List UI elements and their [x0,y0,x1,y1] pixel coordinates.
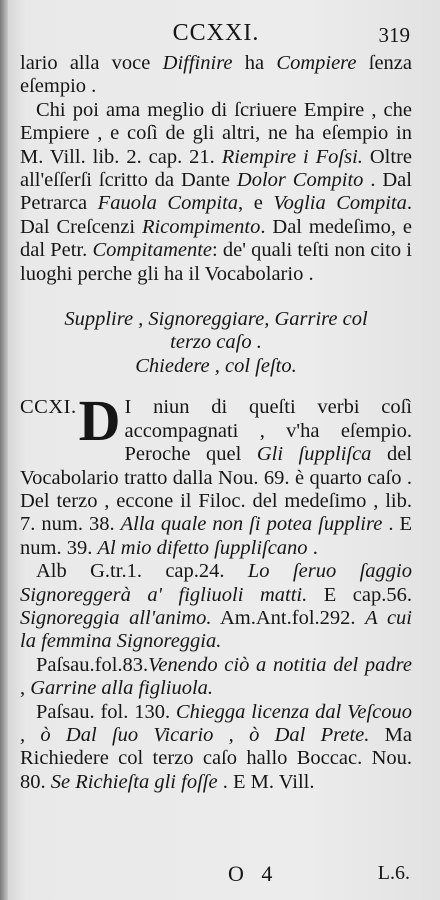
italic-quotation: Chiegga licenza dal Veſcouo , ò Dal ſuo Vicario , ò Dal Prete. [20,700,413,746]
italic-quotation: Riempire i Foſsi. [221,145,363,168]
italic-quotation: Voglia Compita [273,192,407,215]
section-body [20,388,412,560]
text-run: . Dal Creſcenzi [20,192,412,238]
text-run: Paſsau. fol. 130. [36,700,176,723]
text-run: Paſsau.fol.83. [36,653,149,676]
signature-mark: O 4 [228,861,279,886]
italic-quotation: A cui la femmina Signoreggia. [20,606,413,653]
text-run: : de' quali teſti non cito i luoghi perche gli ha il Vocabolario . [20,239,412,285]
text-run: . Dal Petrarca [20,169,412,215]
section-heading [20,308,412,378]
page-spine-shadow [0,0,8,900]
text-run: Alb G.tr.1. cap.24. [36,560,248,583]
text-run: . E M. Vill. [217,770,315,793]
text-run: lario alla voce [20,52,163,74]
section-number: CCXI. [20,396,77,419]
page-number: 319 [378,23,410,47]
catchword: L.6. [377,862,410,884]
text-run: I niun di queſti verbi coſì accompagnati , v'ha eſempio. Peroche quel [124,396,412,466]
text-run: . Dal medeſimo, e dal Petr. [20,215,412,262]
page-header [20,22,412,50]
italic-quotation: Lo ſeruo ſaggio Signoreggerà a' figliuoli matti. [20,560,412,606]
page-footer [0,862,440,888]
text-run: ſenza eſempio . [20,52,412,98]
text-run: , e [238,192,274,215]
italic-quotation: Venendo ciò a notitia del padre [148,653,412,676]
italic-quotation: Gli ſuppliſca [256,443,372,466]
paragraph-continuation [20,52,412,99]
italic-quotation: Signoreggia all'animo. [20,606,212,629]
text-run: , [20,677,31,700]
italic-quotation: Fauola Compita [97,192,239,215]
text-run: E cap.56. [307,583,412,606]
text-run: . [307,536,318,559]
text-run: . E num. 39. [20,513,412,559]
drop-cap-initial: D [78,388,121,454]
section-heading-line: Supplire , Signoreggiare, Garrire col [64,308,368,331]
italic-quotation: Garrine alla figliuola. [30,677,214,700]
italic-quotation: Al mio difetto ſuppliſcano [97,536,308,559]
section-heading-line: terzo caſo . [170,331,262,354]
running-head: CCXXI. [172,20,260,46]
text-run: Oltre all'eſſerſi ſcritto da Dante [20,145,412,192]
italic-quotation: Compitamente [92,239,213,262]
italic-quotation: Dolor Compito [236,169,364,192]
italic-quotation: Diffinire [162,52,233,74]
italic-quotation: Ricompimento [141,215,261,238]
text-run: ha [232,52,277,74]
text-run: Ma Richiedere col terzo caſo hallo Boccac. Nou. 80. [20,723,413,793]
paragraph-garrire [20,654,412,701]
text-run: Am.Ant.fol.292. [211,606,366,629]
italic-quotation: Compiere [276,52,357,74]
italic-quotation: Se Richieſta gli foſſe [50,770,218,793]
text-run: Chi poi ama meglio di ſcriuere Empire , che Empiere , e coſì de gli altri, ne ha eſempio in M. Vill. lib. 2. cap. 21. [20,98,412,168]
paragraph-empire [20,99,412,286]
section-heading-line: Chiedere , col ſeſto. [135,354,297,377]
paragraph-signoreggiare [20,560,412,654]
paragraph-chiedere [20,701,412,795]
italic-quotation: Alla quale non ſi potea ſupplire [120,513,383,536]
text-run: del Vocabolario tratto dalla Nou. 69. è quarto caſo . Del terzo , eccone il Filoc. del medeſimo , lib. 7. num. 38. [20,443,412,536]
